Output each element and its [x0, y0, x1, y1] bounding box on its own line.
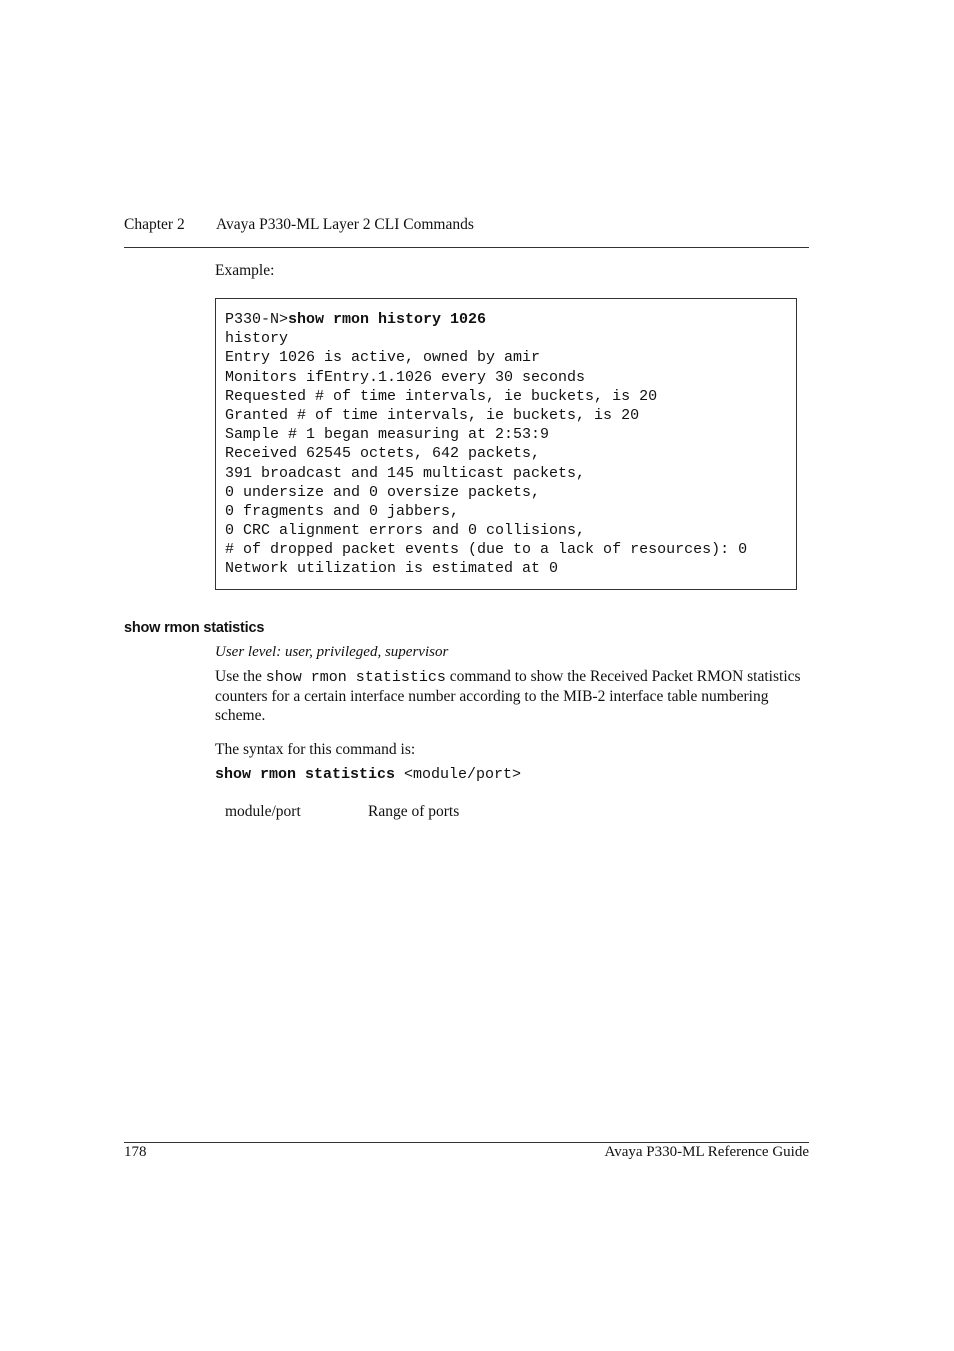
description-code: show rmon statistics [265, 669, 446, 686]
code-command: show rmon history 1026 [288, 311, 487, 328]
page-number: 178 [124, 1144, 147, 1160]
code-line: Network utilization is estimated at 0 [225, 560, 559, 578]
code-example-box [215, 298, 797, 590]
example-label: Example: [215, 262, 275, 279]
code-line: Requested # of time intervals, ie buckets, is 20 [225, 387, 658, 405]
code-lines [225, 310, 747, 579]
code-prompt: P330-N> [225, 311, 289, 328]
description-post: command to show the Received Packet RMON statistics counters for a certain interface number according to the MIB-2 interface table numbering scheme. [215, 668, 801, 724]
user-level-note: User level: user, privileged, supervisor [215, 644, 449, 660]
param-name: module/port [225, 803, 301, 820]
syntax-intro: The syntax for this command is: [215, 741, 416, 758]
section-heading: show rmon statistics [124, 620, 265, 636]
header-title: Avaya P330-ML Layer 2 CLI Commands [216, 216, 474, 233]
syntax-args: <module/port> [395, 766, 522, 783]
code-line: history [225, 330, 289, 348]
description-pre: Use the [215, 668, 266, 685]
header-rule [124, 247, 809, 248]
code-line: # of dropped packet events (due to a lack of resources): 0 [225, 541, 748, 559]
code-line: 0 CRC alignment errors and 0 collisions, [225, 522, 586, 540]
header-chapter: Chapter 2 [124, 216, 185, 233]
syntax-command: show rmon statistics [215, 766, 396, 783]
code-line: 0 fragments and 0 jabbers, [225, 502, 460, 520]
footer-title: Avaya P330-ML Reference Guide [604, 1144, 809, 1160]
code-line: Monitors ifEntry.1.1026 every 30 seconds [225, 368, 586, 386]
code-command-line [225, 310, 747, 329]
code-line: 0 undersize and 0 oversize packets, [225, 483, 541, 501]
code-line: Granted # of time intervals, ie buckets, is 20 [225, 406, 640, 424]
syntax-line [215, 766, 521, 783]
code-line: Received 62545 octets, 642 packets, [225, 445, 541, 463]
footer-rule [124, 1142, 809, 1143]
code-line: 391 broadcast and 145 multicast packets, [225, 464, 586, 482]
command-description [215, 667, 810, 725]
param-description: Range of ports [368, 803, 460, 820]
code-line: Entry 1026 is active, owned by amir [225, 349, 541, 367]
code-line: Sample # 1 began measuring at 2:53:9 [225, 426, 550, 444]
